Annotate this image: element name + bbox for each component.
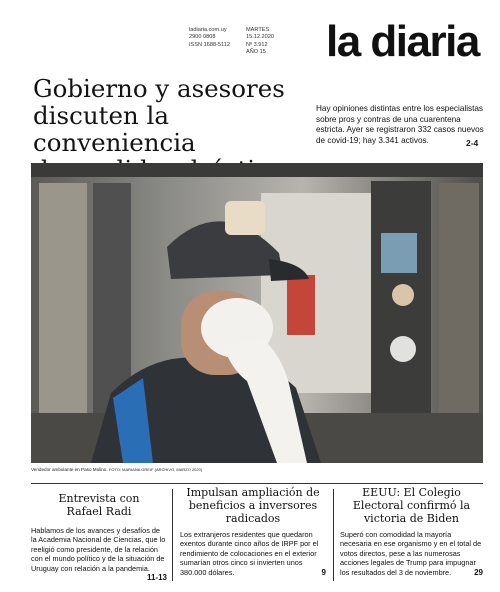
photo-caption-text: Vendedor ambulante en Paso Molino. xyxy=(31,467,108,472)
photo-caption xyxy=(31,467,202,472)
phone-number: 2900 0808 xyxy=(189,34,216,41)
story-title: Entrevista con Rafael Radi xyxy=(58,492,140,518)
story-page-ref: 11-13 xyxy=(146,573,167,583)
photo-credit: FOTO: MARIANA GREIF (ARCHIVO, MARZO 2020) xyxy=(108,467,203,472)
issn-number: ISSN 1688-5112 xyxy=(189,41,230,48)
lead-photo xyxy=(31,163,483,463)
column-divider xyxy=(333,489,334,581)
masthead-issue-info xyxy=(246,27,274,57)
story-page-ref: 29 xyxy=(474,567,483,577)
story-column xyxy=(340,486,483,577)
issue-number: Nº 3.912 xyxy=(246,41,268,48)
lead-summary xyxy=(316,104,484,146)
masthead-contact xyxy=(189,27,230,49)
newspaper-logo: la diaria xyxy=(326,17,479,66)
story-body xyxy=(31,526,167,583)
story-body-text: Hablamos de los avances y desafíos de la Academia Nacional de Ciencias, que lo reeligió como presidente, de la relación con el mundo político y de la situación de Uruguay con relación a la pandemia. xyxy=(31,526,166,573)
street-vendor-illustration xyxy=(31,163,483,463)
lead-headline-line: Gobierno y asesores xyxy=(33,74,285,103)
story-body xyxy=(180,530,326,577)
lead-summary-text: Hay opiniones distintas entre los especialistas sobre pros y contras de una cuarentena estricta. Ayer se registraron 332 casos nuevos de covid-19; hay 3.341 activos. xyxy=(316,104,484,145)
story-body xyxy=(340,530,483,577)
site-url: ladiaria.com.uy xyxy=(189,27,227,33)
story-body-text: Superó con comodidad la mayoría necesaria en ese organismo y en el total de votos directos, pese a las numerosas acciones legales de Trump para impugnar los resultados del 3 de noviembre. xyxy=(340,530,482,577)
issue-date: 15.12.2020 xyxy=(246,34,274,41)
story-title: Impulsan ampliación de beneficios a inversores radicados xyxy=(186,486,320,525)
column-divider xyxy=(172,489,173,581)
story-page-ref: 9 xyxy=(321,567,326,577)
story-body-text: Los extranjeros residentes que quedaron exentos durante cinco años de IRPF por el rendimiento de colocaciones en el exterior sumarían otros cinco si invierten unos 380.000 dólares. xyxy=(180,530,319,577)
section-divider xyxy=(31,483,483,484)
weekday: MARTES xyxy=(246,27,270,33)
issue-year: AÑO 15 xyxy=(246,49,266,56)
story-column xyxy=(180,486,326,577)
lead-page-ref: 2-4 xyxy=(466,138,479,148)
story-title: EEUU: El Colegio Electoral confirmó la victoria de Biden xyxy=(352,486,471,525)
story-column xyxy=(31,492,167,582)
lead-headline-line: discuten la conveniencia xyxy=(33,101,196,157)
